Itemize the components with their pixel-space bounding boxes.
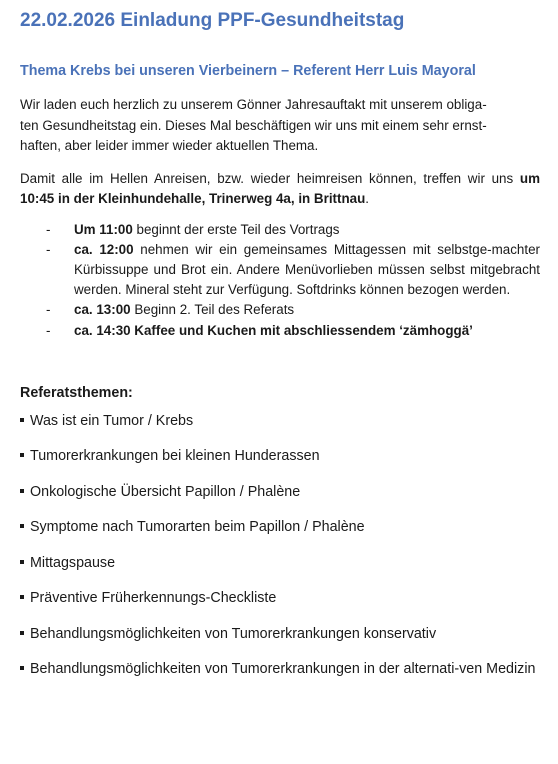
schedule-text: beginnt der erste Teil des Vortrags	[132, 221, 340, 237]
dash-bullet: -	[46, 302, 51, 318]
document-subtitle: Thema Krebs bei unseren Vierbeinern – Referent Herr Luis Mayoral	[20, 63, 476, 79]
topics-list	[20, 410, 540, 682]
document-title: 22.02.2026 Einladung PPF-Gesundheitstag	[20, 10, 405, 31]
arrival-end: .	[365, 191, 369, 206]
schedule-item	[20, 240, 540, 301]
intro-line-2: ten Gesundheitstag ein. Dieses Mal beschäftigen wir uns mit einem sehr ernst-	[20, 117, 487, 133]
topics-heading: Referatsthemen:	[20, 384, 133, 401]
schedule-item	[20, 321, 540, 341]
topic-item	[20, 552, 540, 574]
square-bullet-icon	[20, 418, 24, 422]
topic-item	[20, 516, 540, 538]
schedule-text: nehmen wir ein gemeinsames Mittagessen mit selbstge-machter Kürbissuppe und Brot ein. Andere Menüvorlieben müssen selbst mitgebracht werden. Mineral steht zur Verfügung. Softdrinks können bezogen werden.	[74, 241, 540, 298]
topic-item	[20, 410, 540, 432]
topic-text: Onkologische Übersicht Papillon / Phalène	[30, 483, 301, 500]
topic-text: Behandlungsmöglichkeiten von Tumorerkrankungen in der alternati-ven Medizin	[30, 661, 536, 678]
square-bullet-icon	[20, 560, 24, 564]
arrival-location: um 10:45 in der Kleinhundehalle, Trinerweg 4a, in Brittnau	[20, 170, 540, 206]
topic-item	[20, 481, 540, 503]
topic-item	[20, 587, 540, 609]
arrival-paragraph	[20, 169, 540, 210]
schedule-list	[20, 220, 540, 341]
square-bullet-icon	[20, 489, 24, 493]
schedule-time: ca. 12:00	[74, 241, 134, 257]
dash-bullet: -	[46, 221, 51, 237]
square-bullet-icon	[20, 524, 24, 528]
square-bullet-icon	[20, 666, 24, 670]
schedule-time: Um 11:00	[74, 221, 133, 237]
square-bullet-icon	[20, 631, 24, 635]
arrival-text: Damit alle im Hellen Anreisen, bzw. wieder heimreisen können, treffen wir uns	[20, 170, 520, 186]
schedule-time: ca. 13:00	[74, 302, 131, 318]
topic-text: Präventive Früherkennungs-Checkliste	[30, 590, 277, 607]
schedule-time: ca. 14:30 Kaffee und Kuchen mit abschliessendem ‘zämhoggä’	[74, 322, 473, 338]
topic-text: Behandlungsmöglichkeiten von Tumorerkrankungen konservativ	[30, 625, 437, 642]
dash-bullet: -	[46, 241, 51, 257]
topic-text: Was ist ein Tumor / Krebs	[30, 412, 194, 429]
topic-item	[20, 658, 540, 681]
topic-text: Symptome nach Tumorarten beim Papillon / Phalène	[30, 519, 365, 536]
topic-text: Tumorerkrankungen bei kleinen Hunderassen	[30, 448, 320, 465]
intro-line-1: Wir laden euch herzlich zu unserem Gönner Jahresauftakt mit unserem obliga-	[20, 97, 487, 112]
dash-bullet: -	[46, 322, 51, 338]
schedule-text: Beginn 2. Teil des Referats	[130, 302, 295, 318]
intro-line-3: haften, aber leider immer wieder aktuellen Thema.	[20, 138, 319, 153]
schedule-item	[20, 220, 540, 240]
square-bullet-icon	[20, 595, 24, 599]
schedule-item	[20, 300, 540, 320]
intro-paragraph	[20, 95, 540, 157]
topic-item	[20, 445, 540, 467]
topic-item	[20, 623, 540, 645]
topic-text: Mittagspause	[30, 554, 116, 571]
square-bullet-icon	[20, 453, 24, 457]
